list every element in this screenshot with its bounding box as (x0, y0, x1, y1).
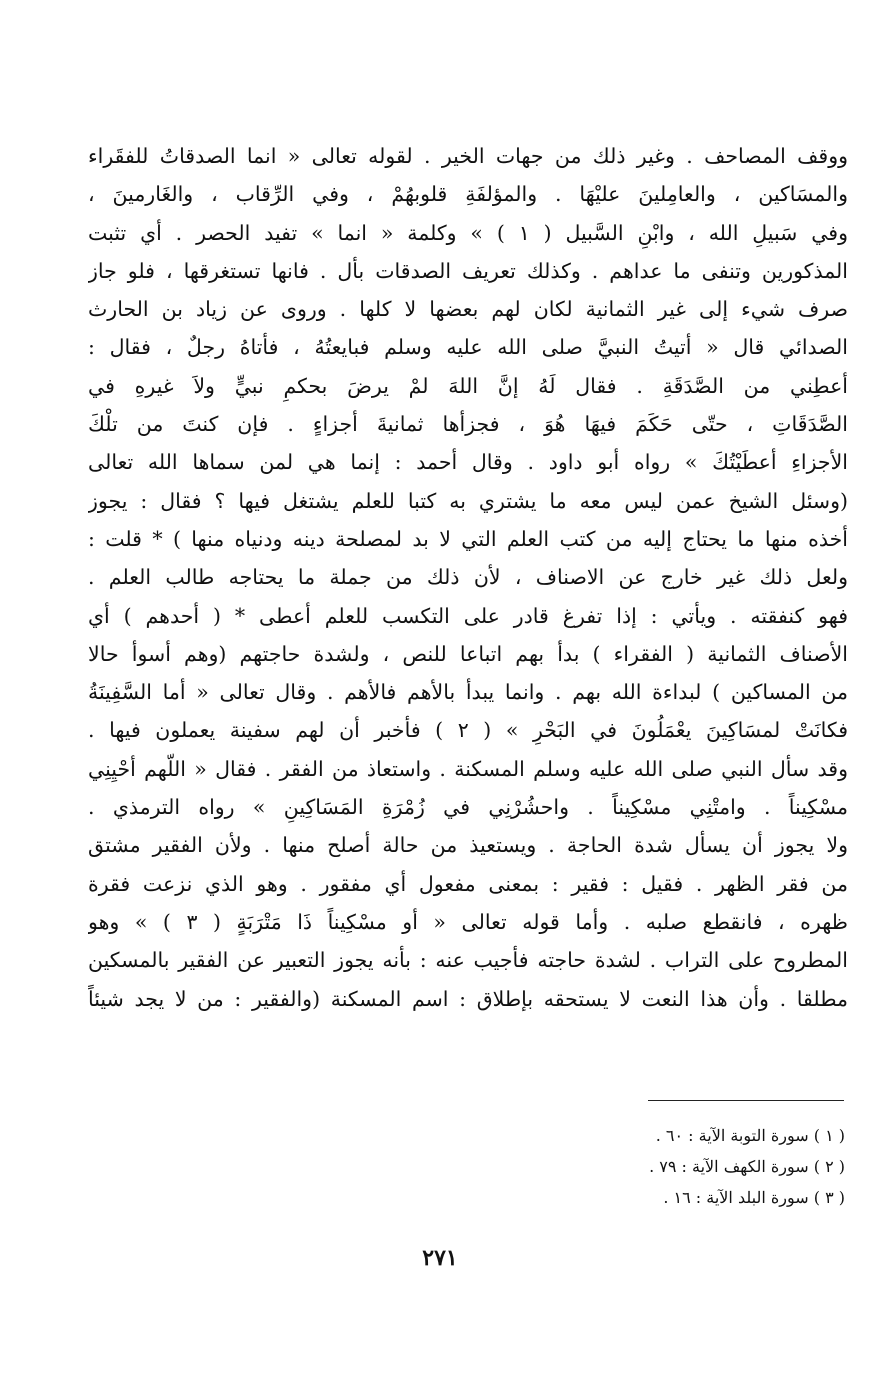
text-line: (وسئل الشيخ عمن ليس معه ما يشتري به كتبا للعلم يشتغل فيها ؟ فقال : يجوز (88, 488, 848, 513)
text-line: ولا يجوز أن يسأل شدة الحاجة . ويستعيذ من حالة أصلح منها . ولأن الفقير مشتق (88, 833, 848, 858)
text-line: الصدائي قال « أتيتُ النبيَّ صلى الله عليه وسلم فبايعتُهُ ، فأتاهُ رجلٌ ، فقال : (88, 335, 848, 360)
footnote-divider (648, 1100, 844, 1101)
footnote-3: ( ٣ ) سورة البلد الآية : ١٦ . (663, 1188, 845, 1207)
page-number: ٢٧١ (422, 1245, 458, 1271)
text-line: أخذه منها ما يحتاج إليه من كتب العلم التي لا بد لمصلحة دينه ودنياه منها ) * قلت : (88, 526, 848, 551)
text-line: فكانَتْ لمسَاكِينَ يعْمَلُونَ في البَحْرِ » ( ٢ ) فأخبر أن لهم سفينة يعملون فيها . (88, 718, 848, 743)
text-line: أعطِني من الصَّدَقَةِ . فقال لَهُ إنَّ اللهَ لمْ يرضَ بحكمِ نبيٍّ ولاَ غيرهِ في (88, 373, 848, 398)
text-line: فهو كنفقته . ويأتي : إذا تفرغ قادر على التكسب للعلم أعطى * ( أحدهم ) أي (88, 603, 848, 628)
text-line: الأصناف الثمانية ( الفقراء ) بدأ بهم اتباعا للنص ، ولشدة حاجتهم (وهم أسوأ حالا (88, 641, 848, 666)
text-line: ظهره ، فانقطع صلبه . وأما قوله تعالى « أو مسْكِيناً ذَا مَتْرَبَةٍ ( ٣ ) » وهو (88, 909, 848, 934)
footnote-2: ( ٢ ) سورة الكهف الآية : ٧٩ . (649, 1157, 845, 1176)
text-line: صرف شيء إلى غير الثمانية لكان لهم بعضها لا كلها . وروى عن زياد بن الحارث (88, 297, 848, 322)
text-line: الصَّدَقَاتِ ، حتّى حَكَمَ فيهَا هُوَ ، فجزأها ثمانيةَ أجزاءٍ . فإن كنتَ من تلْكَ (88, 412, 848, 437)
text-line: ولعل ذلك غير خارج عن الاصناف ، لأن ذلك من جملة ما يحتاجه طالب العلم . (88, 565, 848, 590)
text-line: المذكورين وتنفى ما عداهم . وكذلك تعريف الصدقات بأل . فانها تستغرقها ، فلو جاز (88, 258, 848, 283)
text-line: مطلقا . وأن هذا النعت لا يستحقه بإطلاق : اسم المسكنة (والفقير : من لا يجد شيئاً (88, 986, 848, 1011)
text-line: المطروح على التراب . لشدة حاجته فأجيب عنه : بأنه يجوز التعبير عن الفقير بالمسكين (88, 948, 848, 973)
text-line: مسْكِيناً . وامتْنِي مسْكِيناً . واحشُرْنِي في زُمْرَةِ المَسَاكِينِ » رواه الترمذي . (88, 795, 848, 820)
footnote-1: ( ١ ) سورة التوبة الآية : ٦٠ . (655, 1126, 845, 1145)
text-line: ووقف المصاحف . وغير ذلك من جهات الخير . لقوله تعالى « انما الصدقاتُ للفقَراء (88, 144, 848, 168)
text-line: من فقر الظهر . فقيل : فقير : بمعنى مفعول أي مفقور . وهو الذي نزعت فقرة (88, 871, 848, 896)
text-line: وفي سَبيلِ الله ، وابْنِ السَّبيل ( ١ ) » وكلمة « انما » تفيد الحصر . أي تثبت (88, 220, 848, 245)
text-line: الأجزاءِ أعطَيْتُكَ » رواه أبو داود . وقال أحمد : إنما هي لمن سماها الله تعالى (88, 450, 848, 475)
text-line: وقد سأل النبي صلى الله عليه وسلم المسكنة . واستعاذ من الفقر . فقال « اللّهم أحْيِنِي (88, 756, 848, 781)
text-line: والمسَاكين ، والعامِلينَ عليْهَا . والمؤلفَةِ قلوبهُمْ ، وفي الرِّقاب ، والغَارمينَ ، (88, 182, 848, 207)
main-text-block (88, 137, 848, 1018)
text-line: من المساكين ) لبداءة الله بهم . وانما يبدأ بالأهم فالأهم . وقال تعالى « أما السَّفِينَةُ (88, 680, 848, 705)
footnotes (500, 1120, 845, 1213)
